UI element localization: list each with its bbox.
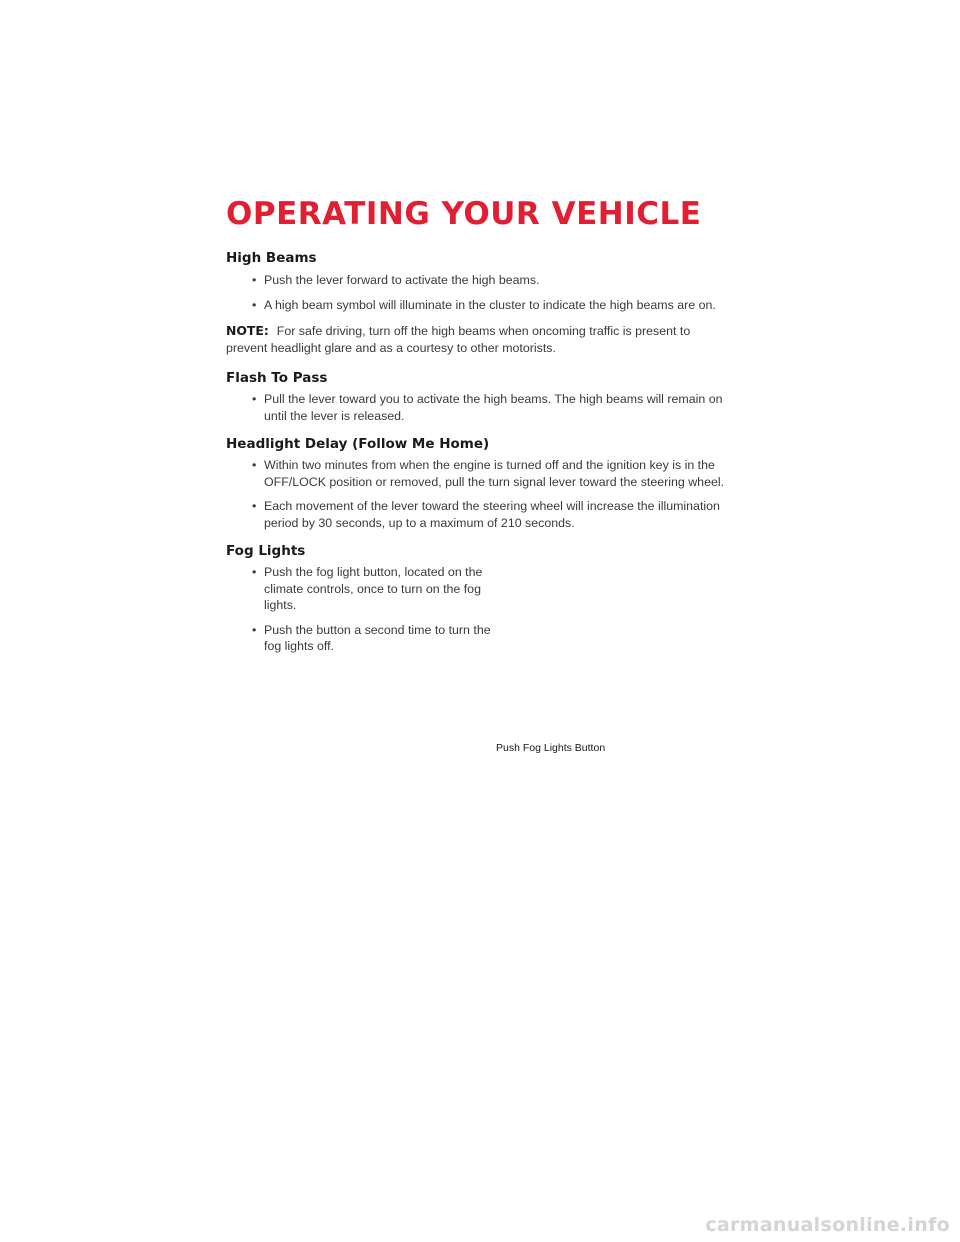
high-beams-list — [226, 272, 726, 313]
flash-to-pass-list — [226, 391, 726, 424]
note-text: For safe driving, turn off the high beams when oncoming traffic is present to prevent headlight glare and as a courtesy to other motorists. — [226, 324, 691, 355]
heading-flash-to-pass: Flash To Pass — [226, 370, 328, 386]
note-label: NOTE: — [226, 323, 269, 338]
list-item: • Push the button a second time to turn the fog lights off. — [252, 622, 502, 655]
list-item: • Within two minutes from when the engine is turned off and the ignition key is in the OFF/LOCK position or removed, pull the turn signal lever toward the steering wheel. — [252, 457, 726, 490]
page-content — [226, 250, 726, 655]
fog-lights-list — [226, 564, 502, 655]
watermark: carmanualsonline.info — [705, 1214, 950, 1236]
list-item: • Push the lever forward to activate the high beams. — [252, 272, 726, 289]
list-item: • Pull the lever toward you to activate the high beams. The high beams will remain on until the lever is released. — [252, 391, 726, 424]
page-title: OPERATING YOUR VEHICLE — [226, 196, 702, 232]
headlight-delay-list — [226, 457, 726, 531]
list-item: • Each movement of the lever toward the steering wheel will increase the illumination period by 30 seconds, up to a maximum of 210 seconds. — [252, 498, 726, 531]
heading-fog-lights: Fog Lights — [226, 543, 306, 559]
figure-caption: Push Fog Lights Button — [496, 742, 606, 754]
heading-headlight-delay: Headlight Delay (Follow Me Home) — [226, 436, 490, 452]
list-item: • Push the fog light button, located on the climate controls, once to turn on the fog lights. — [252, 564, 502, 614]
heading-high-beams: High Beams — [226, 250, 317, 266]
note-paragraph — [226, 323, 726, 356]
list-item: • A high beam symbol will illuminate in the cluster to indicate the high beams are on. — [252, 297, 726, 314]
